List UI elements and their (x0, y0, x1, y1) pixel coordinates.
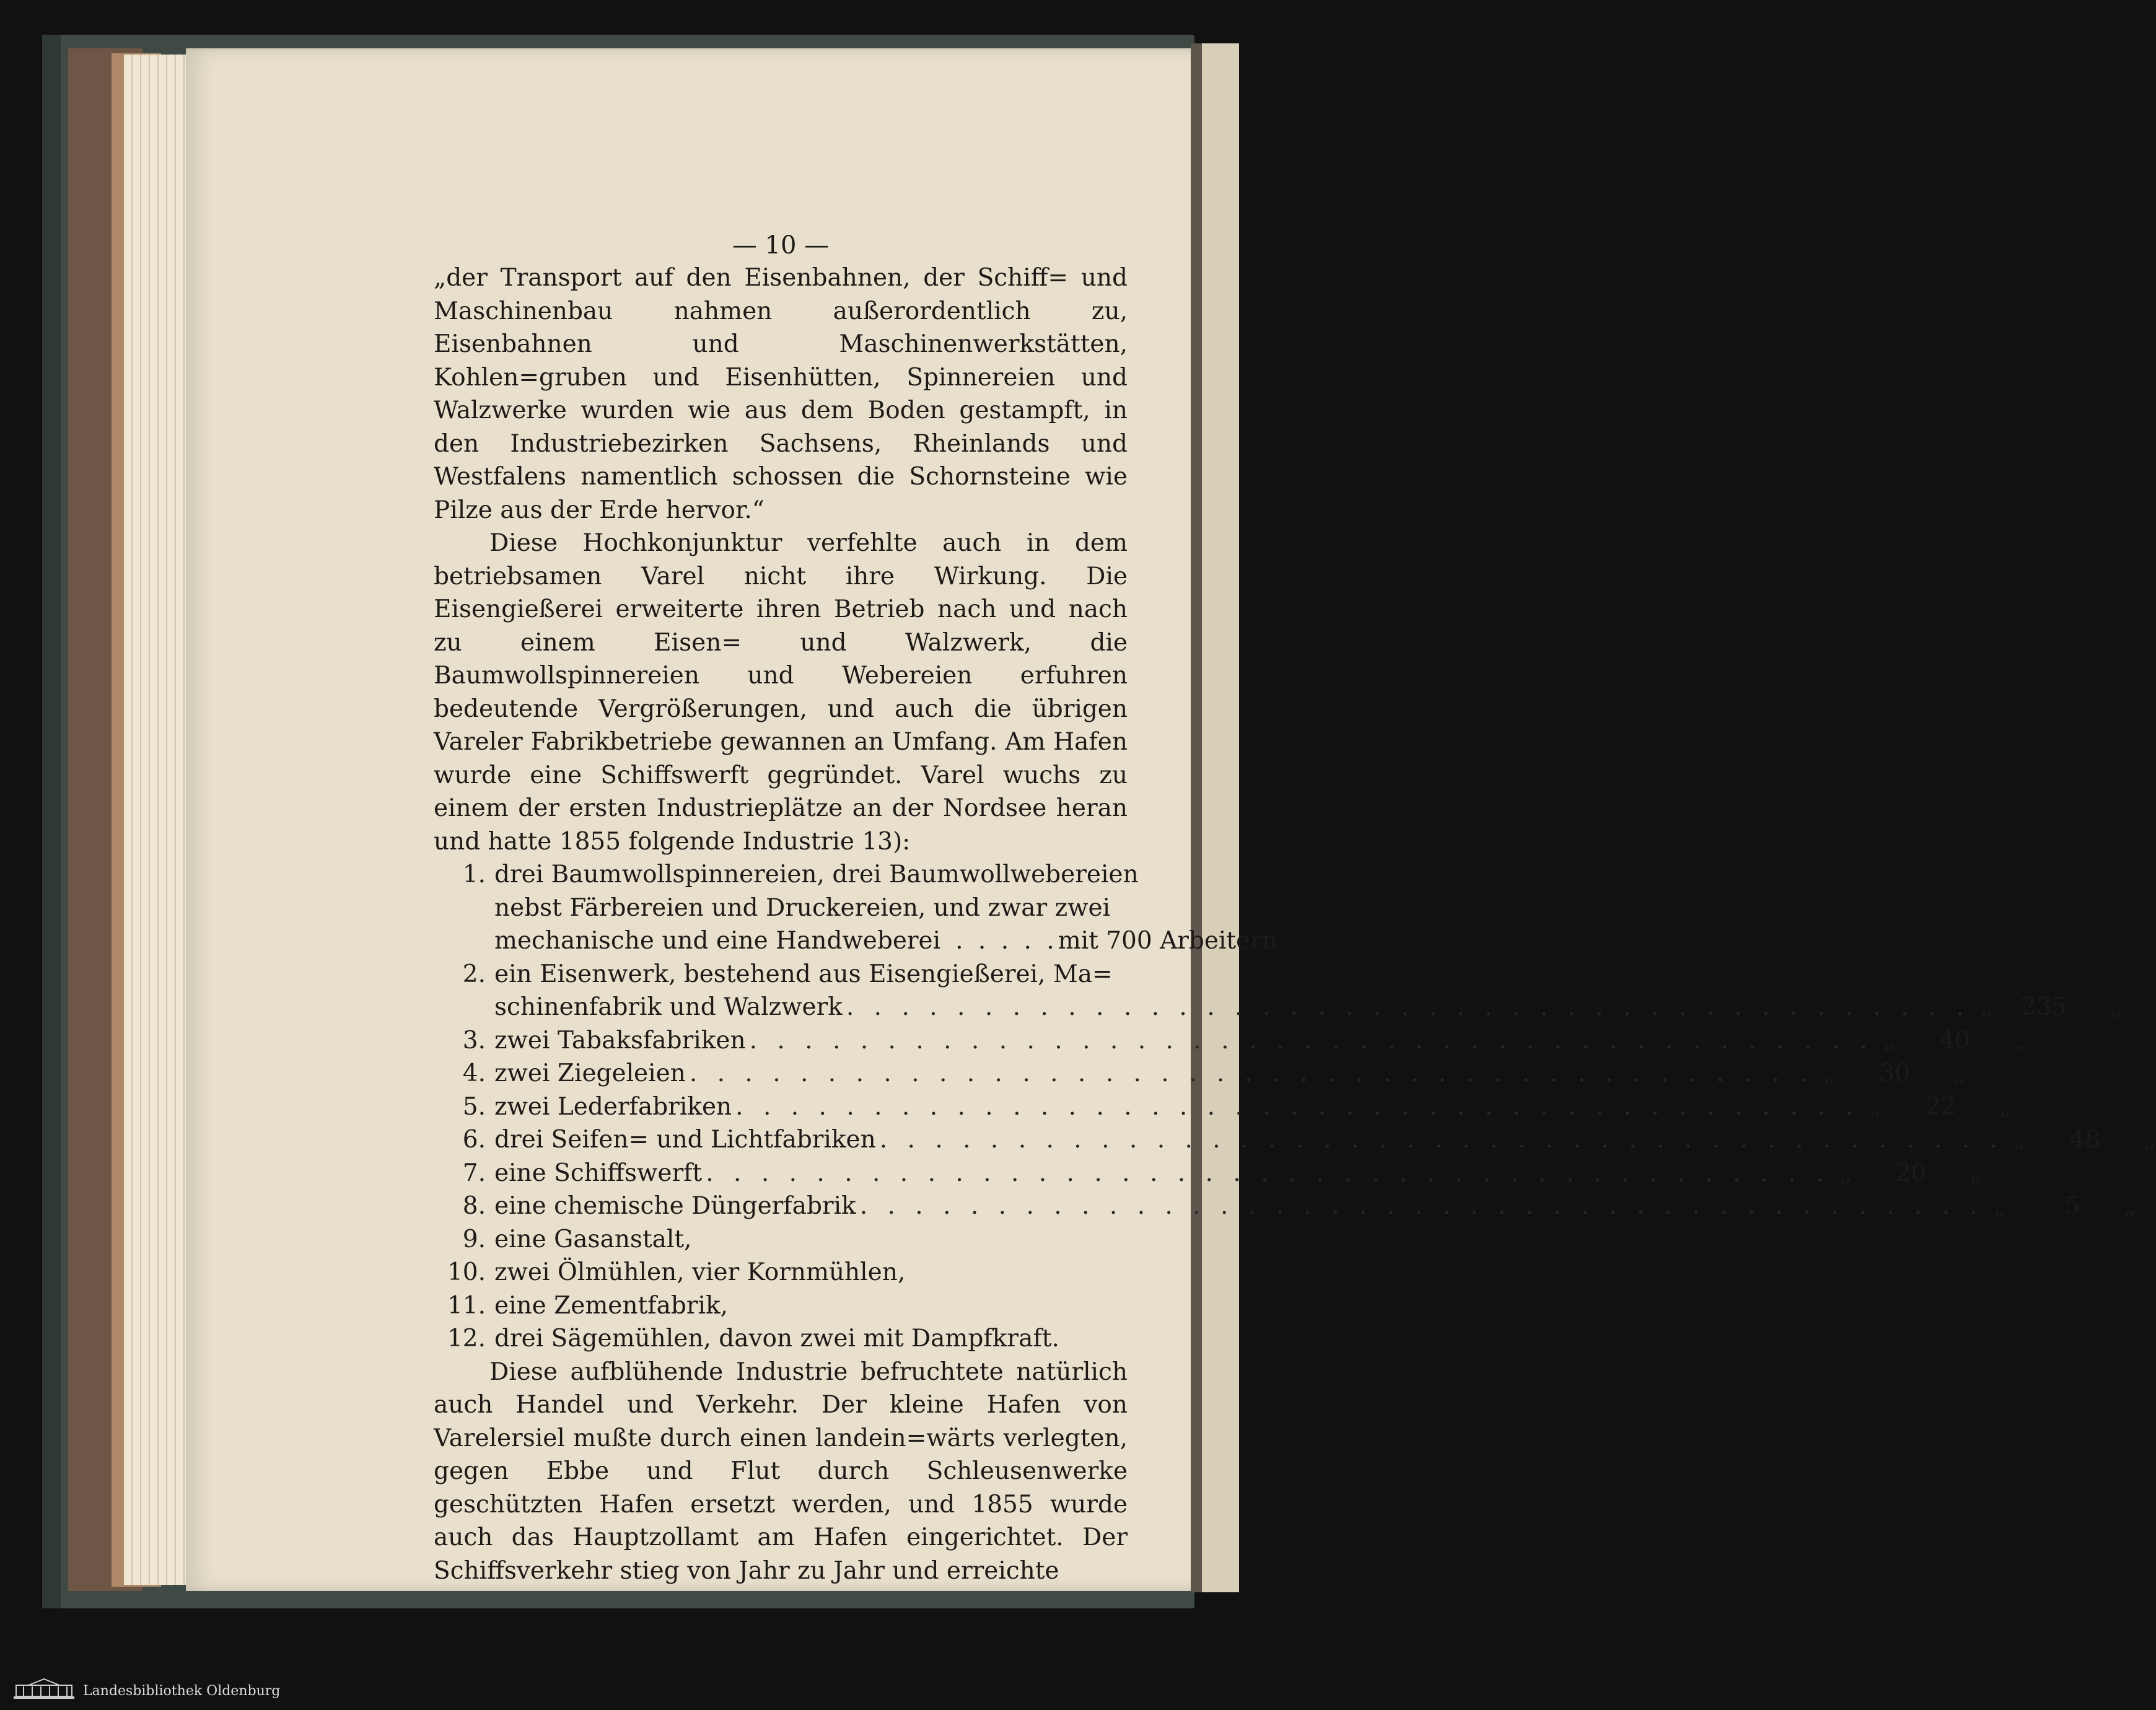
leader-dots (856, 1190, 1987, 1223)
leader-dots (732, 1090, 1863, 1124)
list-label: mechanische und eine Handweberei (494, 927, 941, 955)
paragraph-hochkonjunktur: Diese Hochkonjunktur verfehlte auch in dem betriebsamen Varel nicht ihre Wirkung. Die Eisengießerei erweiterte ihren Betrieb nach und nach zu einem Eisen= und Walzwerk, die Baumwollspinnereien und Webereien erfuhren bedeutende Vergrößerungen, und auch die übrigen Vareler Fabrikbetriebe gewannen an Umfang. Am Hafen wurde eine Schiffswerft gegründet. Varel wuchs zu einem der ersten Industrieplätze an der Nordsee heran und hatte 1855 folgende Industrie 13): (434, 529, 1128, 856)
worker-count: 30 (1879, 1059, 1910, 1087)
ditto-mark: „ (1883, 1026, 1896, 1054)
worker-count: 20 (1895, 1159, 1927, 1187)
ditto-mark: „ (2110, 993, 2123, 1021)
ditto-mark: „ (1993, 1192, 2006, 1220)
list-number: 8. (462, 1192, 486, 1220)
ditto-mark: „ (1970, 1159, 1983, 1187)
list-item (434, 1090, 2012, 1124)
list-label: zwei Tabaksfabriken (494, 1026, 746, 1054)
list-label: drei Baumwollspinnereien, drei Baumwollwebereien (494, 861, 1139, 888)
worker-count: 22 (1925, 1092, 1957, 1121)
list-item (434, 1256, 1128, 1289)
ditto-mark: „ (1839, 1159, 1852, 1187)
ditto-mark: „ (1869, 1092, 1882, 1121)
ditto-mark: „ (2013, 1026, 2026, 1054)
list-label: eine chemische Düngerfabrik (494, 1192, 856, 1220)
list-number: 7. (462, 1159, 486, 1187)
list-item-1-line-1 (434, 858, 1139, 892)
list-item-1-line-2 (434, 892, 1128, 925)
list-label: drei Sägemühlen, davon zwei mit Dampfkraft. (494, 1325, 1059, 1353)
list-number: 3. (462, 1026, 486, 1054)
list-item (434, 1057, 1966, 1090)
page-number: — 10 — (732, 231, 830, 260)
list-label: drei Seifen= und Lichtfabriken (494, 1126, 876, 1154)
leader-dots: . . . . . (955, 927, 1058, 955)
list-number: 6. (462, 1126, 486, 1154)
list-number: 5. (462, 1092, 486, 1121)
page-text (434, 229, 2156, 1587)
list-label: zwei Ziegeleien (494, 1059, 686, 1087)
ditto-mark: „ (2123, 1192, 2136, 1220)
leader-dots (746, 1024, 1877, 1058)
list-item (434, 1157, 1983, 1190)
list-number: 11. (447, 1291, 486, 1320)
list-number: 10. (447, 1258, 486, 1286)
list-number: 9. (462, 1225, 486, 1253)
worker-count: 40 (1939, 1026, 1970, 1054)
list-item (434, 1190, 2136, 1223)
list-item (434, 1322, 1128, 1356)
leader-dots (876, 1123, 2007, 1157)
worker-count: 48 (2069, 1126, 2100, 1154)
list-item-2-line-2 (434, 991, 2123, 1024)
list-label: ein Eisenwerk, bestehend aus Eisengießerei, Ma= (494, 960, 1113, 988)
list-label: zwei Lederfabriken (494, 1092, 732, 1121)
leader-dots (686, 1057, 1817, 1090)
list-number: 12. (447, 1325, 486, 1353)
list-item-2-line-1 (434, 958, 1128, 991)
ditto-mark: „ (1999, 1092, 2012, 1121)
list-item (434, 1289, 1128, 1323)
list-label: zwei Ölmühlen, vier Kornmühlen, (494, 1258, 906, 1286)
list-label: schinenfabrik und Walzwerk (494, 993, 843, 1021)
worker-count: 5 (2065, 1192, 2080, 1220)
industry-list (434, 858, 2156, 1356)
list-label: eine Schiffswerft (494, 1159, 703, 1187)
list-item-1-line-3 (434, 924, 1277, 958)
list-number: 1. (462, 861, 486, 888)
ditto-mark: „ (1953, 1059, 1966, 1087)
worker-count: mit 700 Arbeitern (1058, 927, 1277, 955)
ditto-mark: „ (2143, 1126, 2156, 1154)
library-building-icon (10, 1678, 78, 1703)
leader-dots (843, 991, 1974, 1024)
list-item (434, 1123, 2156, 1157)
paragraph-handel-verkehr: Diese aufblühende Industrie befruchtete natürlich auch Handel und Verkehr. Der kleine Hafen von Varelersiel mußte durch einen landein=wärts verlegten, gegen Ebbe und Flut durch Schleusenwerke geschützten Hafen ersetzt werden, und 1855 wurde auch das Hauptzollamt am Hafen eingerichtet. Der Schiffsverkehr stieg von Jahr zu Jahr und erreichte (434, 1357, 1128, 1585)
ditto-mark: „ (1823, 1059, 1836, 1087)
page-stack-edges (124, 55, 192, 1585)
list-label: eine Gasanstalt, (494, 1225, 692, 1253)
ditto-mark: „ (1979, 993, 1993, 1021)
list-number: 2. (462, 960, 486, 988)
quote-paragraph: „der Transport auf den Eisenbahnen, der Schiff= und Maschinenbau nahmen außerordentlich zu, Eisenbahnen und Maschinenwerkstätten, Kohlen=gruben und Eisenhütten, Spinnereien und Walzwerke wurden wie aus dem Boden gestampft, in den Industriebezirken Sachsens, Rheinlands und Westfalens namentlich schossen die Schornsteine wie Pilze aus der Erde hervor.“ (434, 264, 1128, 524)
facing-page-edge (1202, 43, 1239, 1592)
footer-institution: Landesbibliothek Oldenburg (83, 1683, 281, 1699)
list-item (434, 1024, 2026, 1058)
leader-dots (702, 1157, 1833, 1190)
worker-count: 235 (2020, 993, 2067, 1021)
list-label: nebst Färbereien und Druckereien, und zwar zwei (494, 893, 1111, 922)
list-item (434, 1223, 1128, 1256)
ditto-mark: „ (2013, 1126, 2027, 1154)
list-label: eine Zementfabrik, (494, 1291, 728, 1320)
list-number: 4. (462, 1059, 486, 1087)
book-cover-edge (42, 35, 61, 1608)
